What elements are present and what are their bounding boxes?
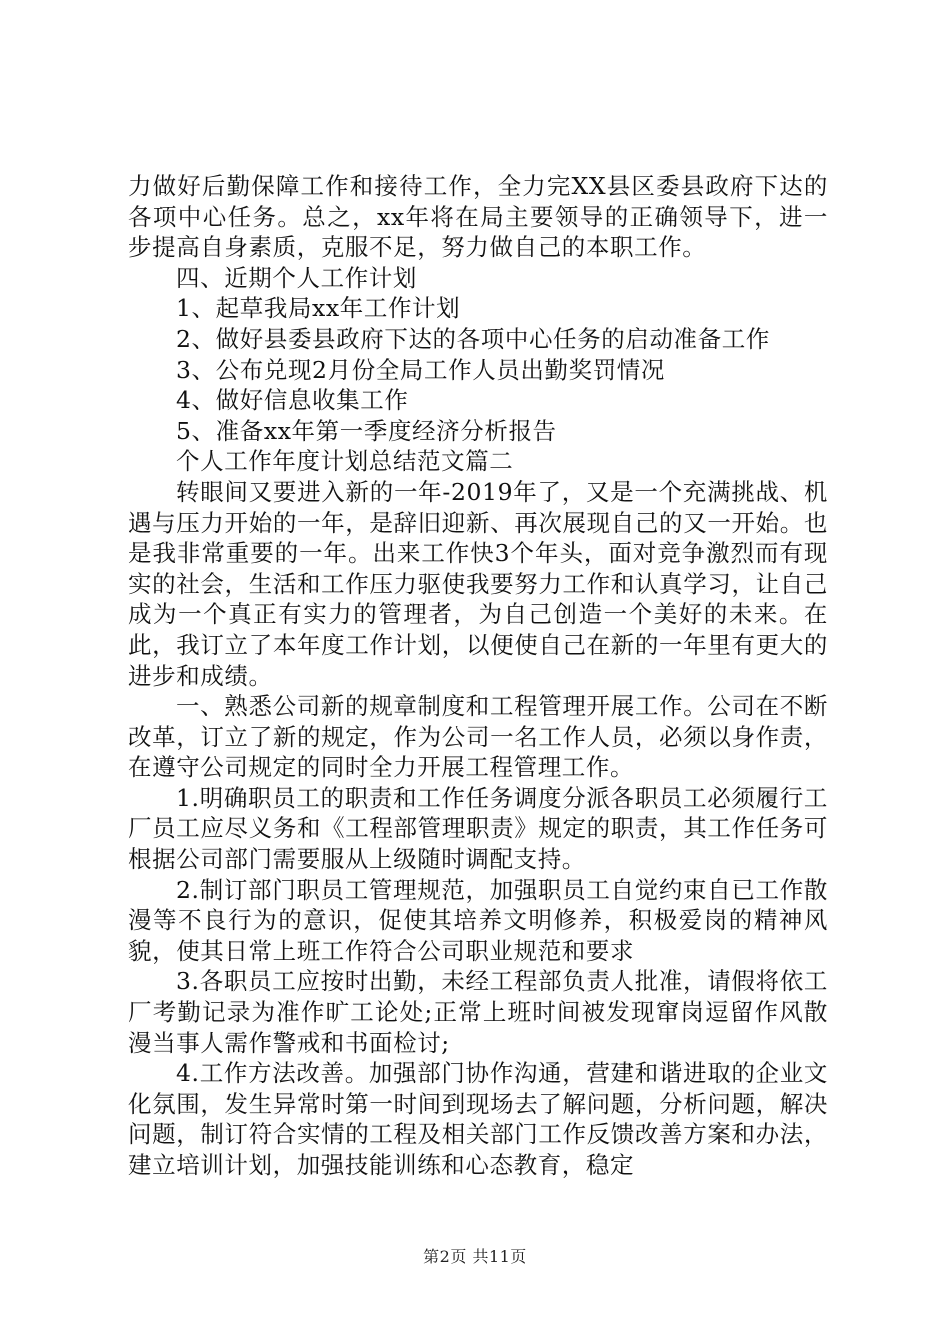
list-item: 4、做好信息收集工作 [176,386,409,415]
section-heading: 一、熟悉公司新的规章制度和工程管理开展工作。公司在不断改革，订立了新的规定，作为公司一名工作人员，必须以身作责，在遵守公司规定的同时全力开展工程管理工作。 [128,692,828,782]
paragraph: 转眼间又要进入新的一年-2019年了，又是一个充满挑战、机遇与压力开始的一年，是辞旧迎新、再次展现自己的又一开始。也是我非常重要的一年。出来工作快3个年头，面对竞争激烈而有现实的社会，生活和工作压力驱使我要努力工作和认真学习，让自己成为一个真正有实力的管理者，为自己创造一个美好的未来。在此，我订立了本年度工作计划，以便使自己在新的一年里有更大的进步和成绩。 [128,477,828,690]
paragraph: 力做好后勤保障工作和接待工作，全力完XX县区委县政府下达的各项中心任务。总之，xx年将在局主要领导的正确领导下，进一步提高自身素质，克服不足，努力做自己的本职工作。 [128,172,828,262]
document-body [128,171,828,1181]
list-item: 1.明确职员工的职责和工作任务调度分派各职员工必须履行工厂员工应尽义务和《工程部管理职责》规定的职责，其工作任务可根据公司部门需要服从上级随时调配支持。 [128,783,828,874]
list-item: 5、准备xx年第一季度经济分析报告 [176,416,557,445]
list-item: 3.各职员工应按时出勤，未经工程部负责人批准，请假将依工厂考勤记录为准作旷工论处;正常上班时间被发现窜岗逗留作风散漫当事人需作警戒和书面检讨; [128,967,828,1057]
page-footer: 第2页 共11页 [423,1247,527,1266]
article-title: 个人工作年度计划总结范文篇二 [176,447,514,476]
list-item: 2.制订部门职员工管理规范，加强职员工自觉约束自已工作散漫等不良行为的意识，促使其培养文明修养，积极爱岗的精神风貌，使其日常上班工作符合公司职业规范和要求 [128,875,828,965]
list-item: 4.工作方法改善。加强部门协作沟通，营建和谐进取的企业文化氛围，发生异常时第一时间到现场去了解问题，分析问题，解决问题，制订符合实情的工程及相关部门工作反馈改善方案和办法，建立培训计划，加强技能训练和心态教育，稳定 [128,1059,828,1179]
section-heading: 四、近期个人工作计划 [176,263,417,292]
list-item: 3、公布兑现2月份全局工作人员出勤奖罚情况 [176,355,666,384]
list-item: 2、做好县委县政府下达的各项中心任务的启动准备工作 [176,324,770,353]
list-item: 1、起草我局xx年工作计划 [176,294,461,323]
